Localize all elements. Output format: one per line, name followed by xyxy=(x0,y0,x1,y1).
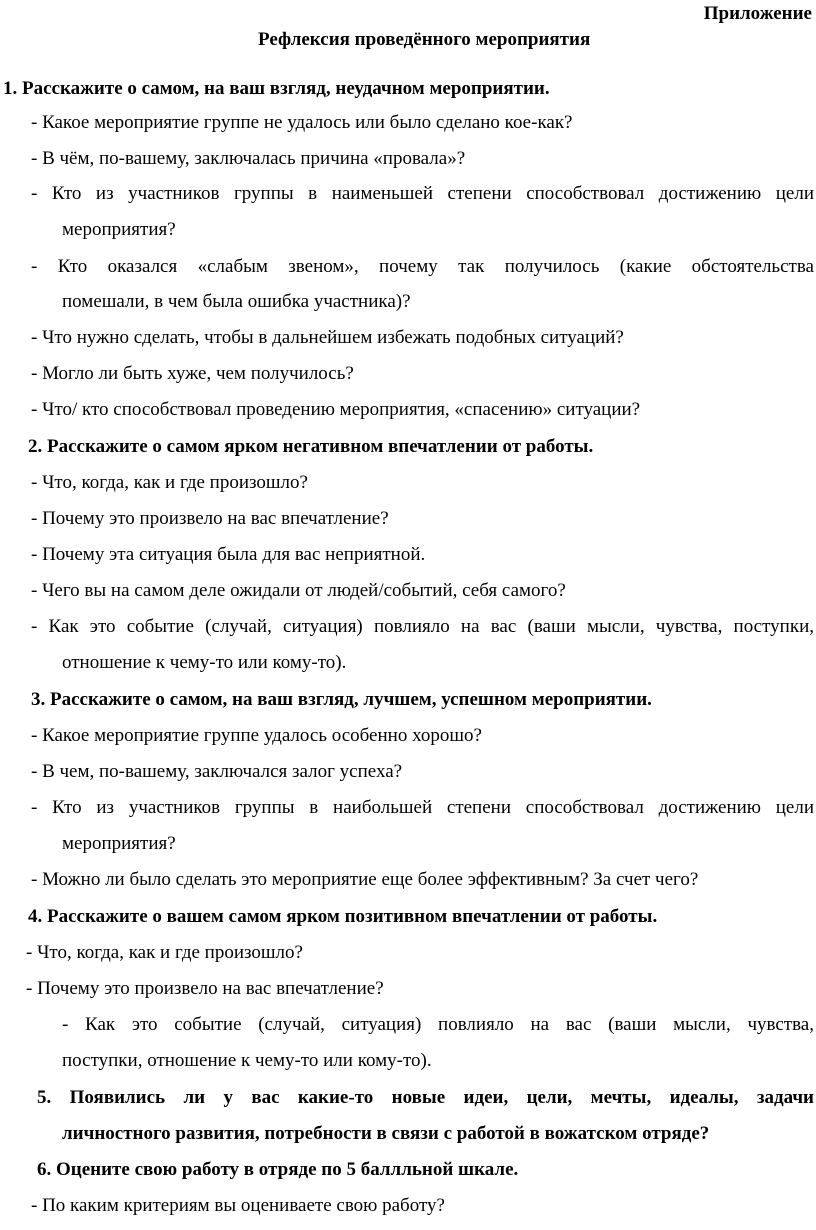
question-line: - По каким критериям вы оцениваете свою работу? xyxy=(31,1195,445,1216)
document-title: Рефлексия проведённого мероприятия xyxy=(258,29,591,50)
section-5-heading: 5. Появились ли у вас какие-то новые идеи, цели, мечты, идеалы, задачи xyxy=(37,1087,814,1108)
question-line: - Могло ли быть хуже, чем получилось? xyxy=(31,363,354,384)
question-line: - Почему эта ситуация была для вас неприятной. xyxy=(31,544,426,565)
section-3-heading: 3. Расскажите о самом, на ваш взгляд, лучшем, успешном мероприятии. xyxy=(31,689,652,710)
question-line: - Почему это произвело на вас впечатление? xyxy=(26,978,384,999)
question-line: - Что/ кто способствовал проведению мероприятия, «спасению» ситуации? xyxy=(31,399,641,420)
question-line-continuation: поступки, отношение к чему-то или кому-то). xyxy=(62,1050,432,1071)
question-line-continuation: отношение к чему-то или кому-то). xyxy=(62,652,347,673)
question-line: - Что, когда, как и где произошло? xyxy=(31,472,308,493)
section-6-heading: 6. Оцените свою работу в отряде по 5 баллльной шкале. xyxy=(37,1159,519,1180)
question-line-continuation: помешали, в чем была ошибка участника)? xyxy=(62,291,411,312)
question-line: - Кто из участников группы в наименьшей степени способствовал достижению цели xyxy=(31,183,814,204)
question-line: - Можно ли было сделать это мероприятие еще более эффективным? За счет чего? xyxy=(31,869,699,890)
section-1-heading: 1. Расскажите о самом, на ваш взгляд, неудачном мероприятии. xyxy=(3,78,550,99)
question-line-continuation: мероприятия? xyxy=(62,833,176,854)
question-line: - Кто оказался «слабым звеном», почему так получилось (какие обстоятельства xyxy=(31,256,814,277)
question-line: - В чём, по-вашему, заключалась причина «провала»? xyxy=(31,148,466,169)
question-line: - Как это событие (случай, ситуация) повлияло на вас (ваши мысли, чувства, поступки, xyxy=(31,616,814,637)
question-line-continuation: мероприятия? xyxy=(62,219,176,240)
section-5-heading-continuation: личностного развития, потребности в связи с работой в вожатском отряде? xyxy=(62,1123,710,1144)
question-line: - Какое мероприятие группе удалось особенно хорошо? xyxy=(31,725,482,746)
question-line: - Кто из участников группы в наибольшей степени способствовал достижению цели xyxy=(31,797,814,818)
question-line: - Что, когда, как и где произошло? xyxy=(26,942,303,963)
section-4-heading: 4. Расскажите о вашем самом ярком позитивном впечатлении от работы. xyxy=(28,906,658,927)
question-line: - В чем, по-вашему, заключался залог успеха? xyxy=(31,761,403,782)
question-line: - Как это событие (случай, ситуация) повлияло на вас (ваши мысли, чувства, xyxy=(62,1014,814,1035)
section-2-heading: 2. Расскажите о самом ярком негативном впечатлении от работы. xyxy=(28,436,594,457)
question-line: - Почему это произвело на вас впечатление? xyxy=(31,508,389,529)
question-line: - Какое мероприятие группе не удалось или было сделано кое-как? xyxy=(31,112,573,133)
question-line: - Что нужно сделать, чтобы в дальнейшем избежать подобных ситуаций? xyxy=(31,327,624,348)
appendix-label: Приложение xyxy=(703,3,812,24)
question-line: - Чего вы на самом деле ожидали от людей/событий, себя самого? xyxy=(31,580,566,601)
